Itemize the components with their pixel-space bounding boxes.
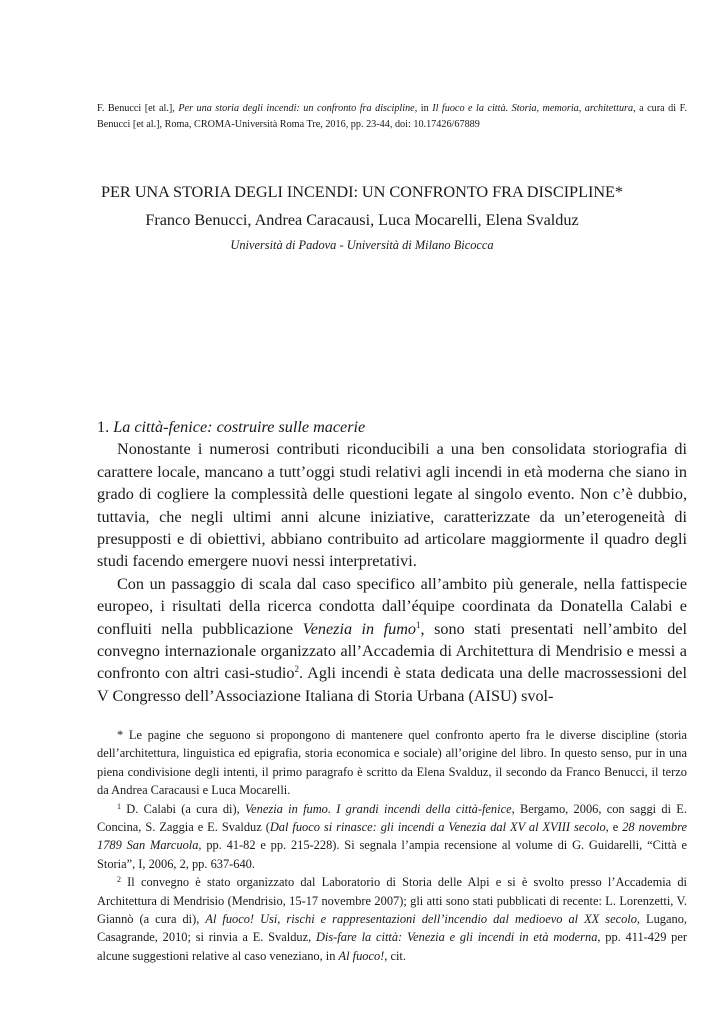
footnote-star: * Le pagine che seguono si propongono di mantenere quel confronto aperto fra le diverse discipline (storia dell’architettura, linguistica ed epigrafia, storia economica e sociale) all’origine del libro. In questo senso, pur in una piena condivisione degli intenti, il primo paragrafo è scritto da Elena Svalduz, il secondo da Franco Benucci, il terzo da Andrea Caracausi e Luca Mocarelli. [97, 728, 687, 798]
paragraph-2-part-c: . Agli incendi è stata dedicata una delle macrossessioni del V Congresso dell’Associazione Italiana di Storia Urbana (AISU) svol- [97, 664, 687, 705]
section-title: La città-fenice: costruire sulle macerie [113, 418, 366, 436]
section-heading [97, 416, 687, 438]
footnotes [97, 726, 687, 965]
footnote-1 [97, 800, 687, 874]
footnote-2-text: , cit. [384, 948, 406, 963]
footnote-2-text: , pp. 411-429 per alcune suggestioni relative al caso veneziano, in [97, 930, 687, 963]
paragraph-2-part-b: , sono stati presentati nell’ambito del convegno internazionale organizzato all’Accademia di Architettura di Mendrisio e messi a confronto con altri casi-studio [97, 619, 687, 683]
footnote-1-book-title: Venezia in fumo. I grandi incendi della città-fenice [244, 801, 512, 816]
footnote-1-text: , Bergamo, 2006, con saggi di E. Concina, S. Zaggia e E. Svalduz ( [97, 801, 687, 835]
article-title: PER UNA STORIA DEGLI INCENDI: UN CONFRONTO FRA DISCIPLINE* [100, 182, 624, 201]
citation-details: , a cura di F. Benucci [et al.], Roma, CROMA-Università Roma Tre, 2016, pp. 23-44, doi: 10.17426/67889 [97, 103, 687, 130]
paragraph-2-part-a: Con un passaggio di scala dal caso specifico all’ambito più generale, nella fattispecie europeo, i risultati della ricerca condotta dall’équipe coordinata da Donatella Calabi e confluiti nella pubblicazione [97, 574, 687, 638]
footnote-1-text: , pp. 41-82 e pp. 215-228). Si segnala l’ampia recensione al volume di G. Guidarelli, “Città e Storia”, I, 2006, 2, pp. 637-640. [97, 838, 687, 871]
footnote-1-essay-title: Dal fuoco si rinasce: gli incendi a Venezia dal XV al XVIII secolo [269, 820, 606, 835]
footnote-2-number: 2 [117, 875, 121, 885]
footnote-1-number: 1 [117, 801, 121, 811]
citation-connector: , in [414, 103, 433, 114]
citation-header [97, 101, 687, 132]
footnote-1-text: , e [605, 820, 623, 835]
footnote-2-book-title: Al fuoco! [338, 948, 385, 963]
section-number: 1. [97, 418, 114, 436]
article-affiliation: Università di Padova - Università di Milano Bicocca [230, 238, 494, 252]
footnote-2-text: , Lugano, Casagrande, 2010; si rinvia a E. Svalduz, [97, 912, 687, 945]
article-authors: Franco Benucci, Andrea Caracausi, Luca Mocarelli, Elena Svalduz [145, 211, 579, 229]
footnote-2-book-title: Al fuoco! Usi, rischi e rappresentazioni dell’incendio dal medioevo al XX secolo [205, 912, 637, 927]
footnote-1-text: D. Calabi (a cura di), [121, 801, 245, 816]
paragraph-1: Nonostante i numerosi contributi riconducibili a una ben consolidata storiografia di carattere locale, mancano a tutt’oggi studi relativi agli incendi in età moderna che siano in grado di cogliere la complessità delle questioni legate al singolo evento. Non c’è dubbio, tuttavia, che negli ultimi anni alcune iniziative, caratterizzate da un’eterogeneità di presupposti e di obiettivi, abbiano contribuito ad articolare maggiormente il quadro degli studi facendo emergere nuovi nessi interpretativi. [97, 440, 687, 571]
book-title-venezia-in-fumo: Venezia in fumo [302, 619, 417, 638]
footnote-ref-2[interactable]: 2 [294, 664, 300, 675]
footnote-2-essay-title: Dis-fare la città: Venezia e gli incendi in età moderna [315, 930, 598, 945]
citation-authors: F. Benucci [et al.], [97, 103, 179, 114]
citation-article-title: Per una storia degli incendi: un confronto fra discipline [178, 103, 415, 114]
footnote-2-text: Il convegno è stato organizzato dal Laboratorio di Storia delle Alpi e si è svolto presso l’Accademia di Architettura di Mendrisio (Mendrisio, 15-17 novembre 2007); gli atti sono stati pubblicati di recente: L. Lorenzetti, V. Giannò (a cura di), [97, 875, 687, 927]
footnote-1-essay-title: 28 novembre 1789 San Marcuola [97, 820, 687, 853]
citation-book-title: Il fuoco e la città. Storia, memoria, architettura [432, 103, 634, 114]
paragraph-2 [97, 573, 687, 707]
footnote-2 [97, 873, 687, 965]
footnote-ref-1[interactable]: 1 [416, 619, 421, 630]
article-body [97, 416, 687, 707]
